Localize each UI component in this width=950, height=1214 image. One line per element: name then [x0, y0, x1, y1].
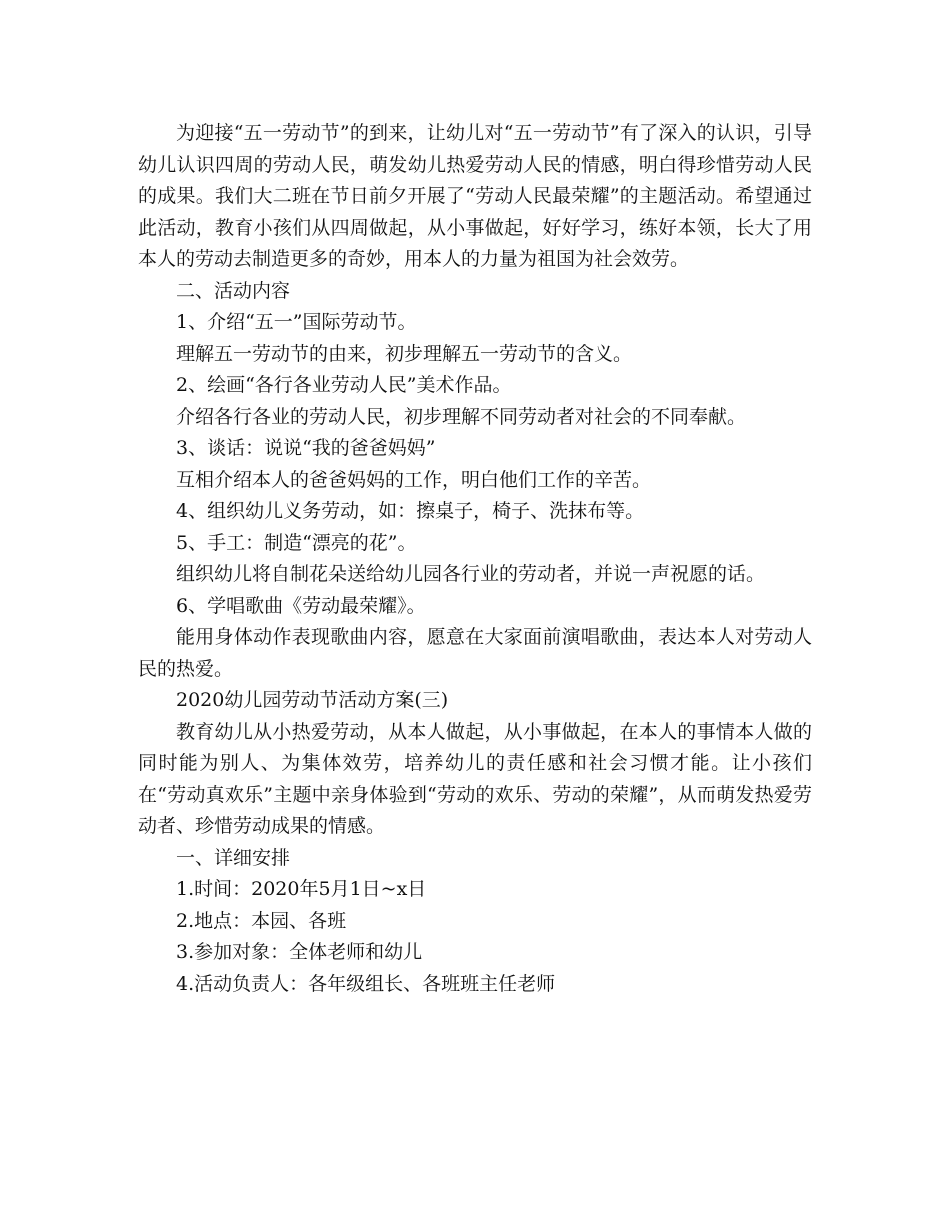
section-heading-activity-content: 二、活动内容	[176, 279, 291, 302]
arrangement-item-time: 1.时间：2020年5月1日~x日	[176, 878, 427, 900]
list-item: 5、手工：制造“漂亮的花”。	[176, 531, 417, 554]
plan-intro-paragraph: 教育幼儿从小热爱劳动，从本人做起，从小事做起，在本人的事情本人做的同时能为别人、为集体效劳，培养幼儿的责任感和社会习惯才能。让小孩们在“劳动真欢乐”主题中亲身体验到“劳动的欢乐、劳动的荣耀”，从而萌发热爱劳动者、珍惜劳动成果的情感。	[138, 720, 812, 837]
document-body	[138, 118, 812, 1000]
list-item: 3、谈话：说说“我的爸爸妈妈”	[176, 437, 436, 459]
list-item: 1、介绍“五一”国际劳动节。	[176, 311, 417, 333]
intro-paragraph: 为迎接“五一劳动节”的到来，让幼儿对“五一劳动节”有了深入的认识，引导幼儿认识四周的劳动人民，萌发幼儿热爱劳动人民的情感，明白得珍惜劳动人民的成果。我们大二班在节日前夕开展了“劳动人民最荣耀”的主题活动。希望通过此活动，教育小孩们从四周做起，从小事做起，好好学习，练好本领，长大了用本人的劳动去制造更多的奇妙，用本人的力量为祖国为社会效劳。	[138, 122, 812, 270]
list-item-detail: 能用身体动作表现歌曲内容，愿意在大家面前演唱歌曲，表达本人对劳动人民的热爱。	[138, 626, 812, 680]
list-item-detail: 互相介绍本人的爸爸妈妈的工作，明白他们工作的辛苦。	[176, 468, 652, 491]
list-item: 2、绘画“各行各业劳动人民”美术作品。	[176, 374, 512, 396]
list-item-detail: 理解五一劳动节的由来，初步理解五一劳动节的含义。	[176, 342, 633, 365]
list-item-detail: 介绍各行各业的劳动人民，初步理解不同劳动者对社会的不同奉献。	[176, 405, 747, 428]
section-heading-detailed-arrangement: 一、详细安排	[176, 846, 291, 869]
arrangement-item-participants: 3.参加对象：全体老师和幼儿	[176, 941, 423, 963]
list-item: 6、学唱歌曲《劳动最荣耀》。	[176, 594, 426, 617]
section-title-plan-three: 2020幼儿园劳动节活动方案(三)	[176, 689, 449, 711]
arrangement-item-responsible: 4.活动负责人：各年级组长、各班班主任老师	[176, 972, 556, 995]
arrangement-item-location: 2.地点：本园、各班	[176, 909, 347, 932]
list-item: 4、组织幼儿义务劳动，如：擦桌子，椅子、洗抹布等。	[176, 500, 645, 522]
list-item-detail: 组织幼儿将自制花朵送给幼儿园各行业的劳动者，并说一声祝愿的话。	[176, 563, 766, 585]
